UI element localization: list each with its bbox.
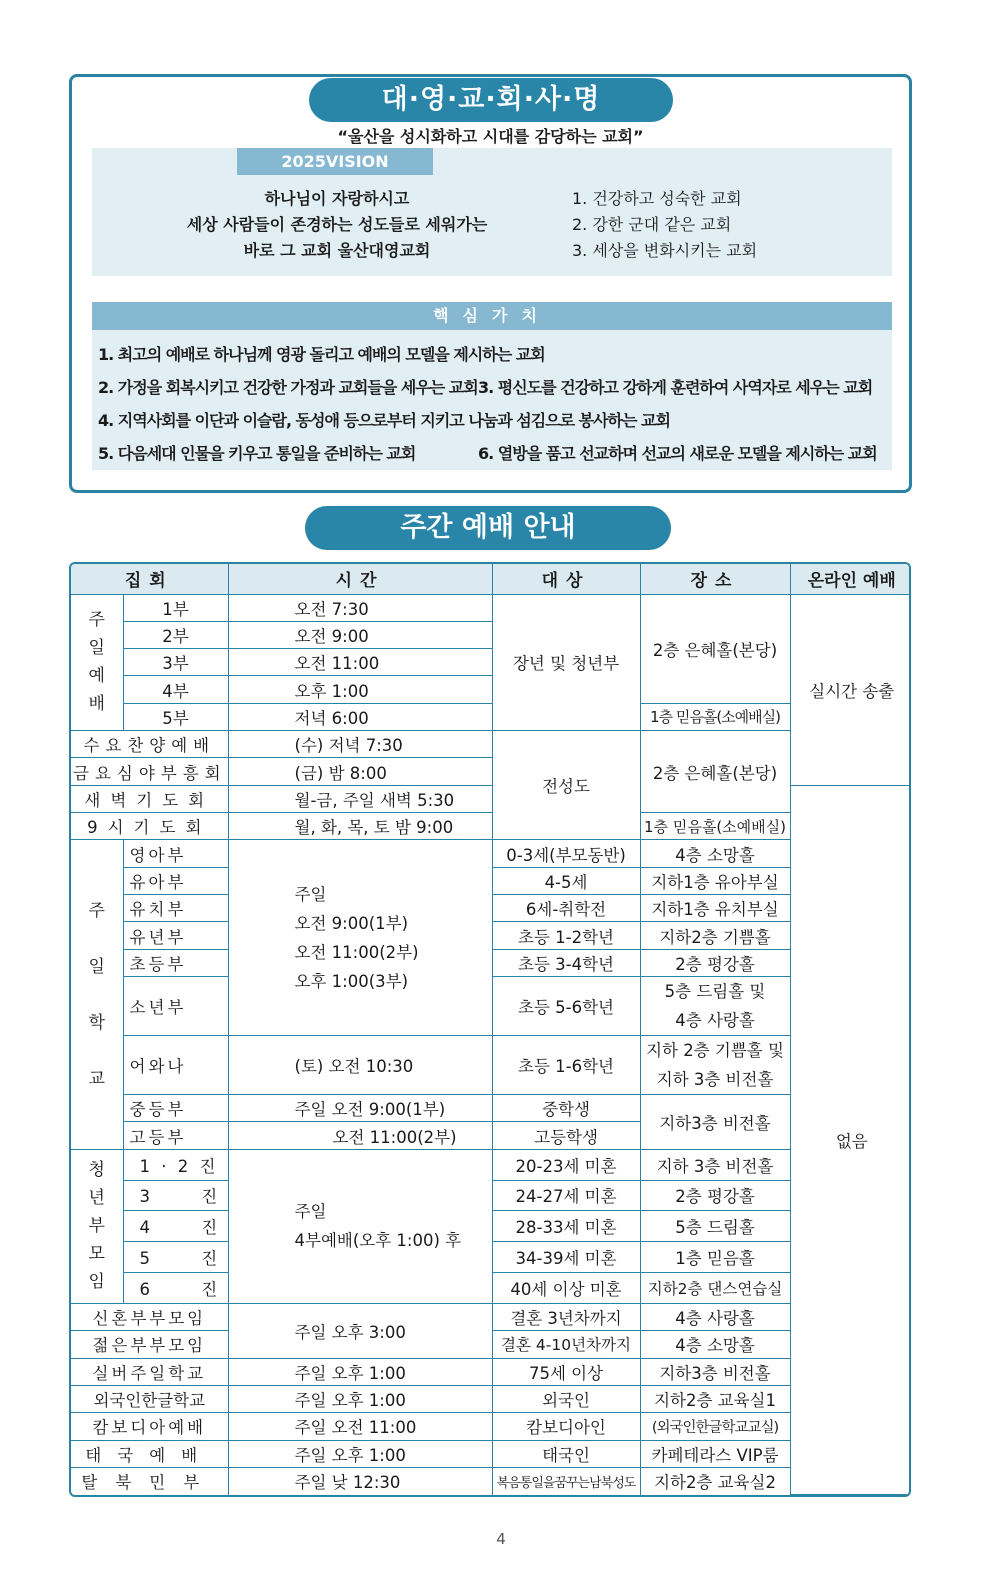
dept-place <box>640 977 790 1036</box>
place-line: 4층 사랑홀 <box>675 1011 755 1031</box>
dept-target: 4-5세 <box>492 867 640 894</box>
gathering-target: 태국인 <box>492 1440 640 1467</box>
service-place: 2층 은혜홀(본당) <box>640 731 790 813</box>
vision-goals <box>572 186 872 264</box>
group-youth: 청년부모임 <box>71 1149 123 1303</box>
dept-place: 지하1층 유치부실 <box>640 895 790 922</box>
gathering-place: (외국인한글학교교실) <box>640 1413 790 1440</box>
gathering-place: 4층 사랑홀 <box>640 1303 790 1330</box>
vision-goal: 2. 강한 군대 같은 교회 <box>572 215 732 234</box>
dept-name: 유아부 <box>123 867 228 894</box>
service-name: 2부 <box>123 621 228 648</box>
table-row <box>71 731 911 758</box>
service-time: 월, 화, 목, 토 밤 9:00 <box>228 813 492 840</box>
dept-target: 초등 3-4학년 <box>492 949 640 976</box>
service-name: 3부 <box>123 649 228 676</box>
gathering-place: 지하2층 교육실2 <box>640 1467 790 1494</box>
table-row <box>71 1036 911 1095</box>
table-row <box>71 594 911 621</box>
dept-place: 지하2층 기쁨홀 <box>640 922 790 949</box>
vision-line: 세상 사람들이 존경하는 성도들로 세워가는 <box>186 215 488 234</box>
youth-name: 6 진 <box>123 1273 228 1304</box>
service-name: 새벽기도회 <box>71 785 228 812</box>
vision-goal: 1. 건강하고 성숙한 교회 <box>572 189 742 208</box>
table-row <box>71 1149 911 1180</box>
mission-title: 대·영·교·회·사·명 <box>309 78 673 122</box>
dept-name: 영아부 <box>123 840 228 867</box>
gathering-name: 탈북민부 <box>71 1467 228 1494</box>
vision-goal: 3. 세상을 변화시키는 교회 <box>572 241 758 260</box>
core-value-2: 2. 가정을 회복시키고 건강한 가정과 교회들을 세우는 교회 <box>98 378 478 397</box>
gathering-name: 태국예배 <box>71 1440 228 1467</box>
dept-time: 오전 11:00(2부) <box>228 1122 492 1149</box>
table-row <box>71 840 911 867</box>
core-value-5: 5. 다음세대 인물을 키우고 통일을 준비하는 교회 <box>98 444 416 463</box>
youth-target: 28-33세 미혼 <box>492 1211 640 1242</box>
group-sunday-school: 주일학교 <box>71 840 123 1149</box>
core-values-header: 핵심가치 <box>92 302 892 330</box>
gathering-place: 4층 소망홀 <box>640 1331 790 1358</box>
gathering-place: 지하3층 비전홀 <box>640 1358 790 1385</box>
gathering-target: 외국인 <box>492 1385 640 1412</box>
gathering-name: 신혼부부모임 <box>71 1303 228 1330</box>
youth-place: 지하2층 댄스연습실 <box>640 1273 790 1304</box>
service-name: 수요찬양예배 <box>71 731 228 758</box>
service-name: 5부 <box>123 703 228 730</box>
youth-target: 20-23세 미혼 <box>492 1149 640 1180</box>
dept-place: 2층 평강홀 <box>640 949 790 976</box>
gathering-target: 캄보디아인 <box>492 1413 640 1440</box>
dept-place: 지하3층 비전홀 <box>640 1095 790 1150</box>
dept-target: 0-3세(부모동반) <box>492 840 640 867</box>
service-place: 2층 은혜홀(본당) <box>640 594 790 703</box>
youth-name: 1 · 2 진 <box>123 1149 228 1180</box>
youth-time-line: 주일 <box>294 1202 327 1222</box>
dept-time: (토) 오전 10:30 <box>228 1036 492 1095</box>
dept-name: 소년부 <box>123 977 228 1036</box>
gathering-time: 주일 오후 1:00 <box>228 1385 492 1412</box>
youth-time <box>228 1149 492 1303</box>
service-time: 월-금, 주일 새벽 5:30 <box>228 785 492 812</box>
core-value-3: 3. 평신도를 건강하고 강하게 훈련하여 사역자로 세우는 교회 <box>478 378 873 397</box>
dept-time: 주일 오전 9:00(1부) <box>228 1095 492 1122</box>
gathering-time: 주일 오후 3:00 <box>228 1303 492 1358</box>
dept-target: 초등 1-2학년 <box>492 922 640 949</box>
table-header-row <box>71 564 911 594</box>
service-time: 오전 9:00 <box>228 621 492 648</box>
service-place: 1층 믿음홀(소예배실) <box>640 703 790 730</box>
online-live: 실시간 송출 <box>790 594 911 785</box>
table-row <box>71 1413 911 1440</box>
gathering-time: 주일 오후 1:00 <box>228 1440 492 1467</box>
youth-place: 2층 평강홀 <box>640 1180 790 1211</box>
table-row <box>71 703 911 730</box>
youth-target: 40세 이상 미혼 <box>492 1273 640 1304</box>
youth-target: 34-39세 미혼 <box>492 1242 640 1273</box>
table-row <box>71 1440 911 1467</box>
service-name: 금요심야부흥회 <box>71 758 228 785</box>
service-time: (금) 밤 8:00 <box>228 758 492 785</box>
youth-name: 3 진 <box>123 1180 228 1211</box>
online-none: 없음 <box>790 785 911 1494</box>
header-online: 온라인 예배 <box>790 564 911 594</box>
youth-name: 5 진 <box>123 1242 228 1273</box>
youth-target: 24-27세 미혼 <box>492 1180 640 1211</box>
gathering-name: 외국인한글학교 <box>71 1385 228 1412</box>
school-time <box>228 840 492 1036</box>
place-line: 지하 3층 비전홀 <box>656 1070 774 1090</box>
dept-name: 초등부 <box>123 949 228 976</box>
worship-schedule-table <box>69 562 911 1497</box>
gathering-name: 캄보디아예배 <box>71 1413 228 1440</box>
place-line: 지하 2층 기쁨홀 및 <box>646 1041 784 1061</box>
service-time: 저녁 6:00 <box>228 703 492 730</box>
dept-target: 중학생 <box>492 1095 640 1122</box>
youth-place: 지하 3층 비전홀 <box>640 1149 790 1180</box>
table-row <box>71 1303 911 1330</box>
gathering-name: 젊은부부모임 <box>71 1331 228 1358</box>
dept-name: 중등부 <box>123 1095 228 1122</box>
service-time: 오전 11:00 <box>228 649 492 676</box>
core-value-1: 1. 최고의 예배로 하나님께 영광 돌리고 예배의 모델을 제시하는 교회 <box>98 345 545 364</box>
header-gathering: 집회 <box>71 564 228 594</box>
place-line: 5층 드림홀 및 <box>664 982 766 1002</box>
school-time-line: 주일 <box>294 884 327 904</box>
service-time: (수) 저녁 7:30 <box>228 731 492 758</box>
dept-target: 6세-취학전 <box>492 895 640 922</box>
youth-place: 5층 드림홀 <box>640 1211 790 1242</box>
table-row <box>71 1358 911 1385</box>
school-time-line: 오후 1:00(3부) <box>294 971 409 991</box>
service-target: 전성도 <box>492 731 640 840</box>
service-name: 4부 <box>123 676 228 703</box>
vision-line: 하나님이 자랑하시고 <box>264 189 410 208</box>
vision-tag: 2025VISION <box>237 148 433 175</box>
core-value-4: 4. 지역사회를 이단과 이슬람, 동성애 등으로부터 지키고 나눔과 섬김으로 봉사하는 교회 <box>98 411 670 430</box>
dept-target: 초등 1-6학년 <box>492 1036 640 1095</box>
service-time: 오전 7:30 <box>228 594 492 621</box>
gathering-target: 75세 이상 <box>492 1358 640 1385</box>
gathering-name: 실버주일학교 <box>71 1358 228 1385</box>
vision-panel <box>92 148 892 276</box>
vision-statement <box>142 186 532 264</box>
gathering-place: 지하2층 교육실1 <box>640 1385 790 1412</box>
dept-place: 4층 소망홀 <box>640 840 790 867</box>
service-time: 오후 1:00 <box>228 676 492 703</box>
service-target: 장년 및 청년부 <box>492 594 640 731</box>
page-number: 4 <box>496 1530 506 1548</box>
youth-place: 1층 믿음홀 <box>640 1242 790 1273</box>
service-place: 1층 믿음홀(소예배실) <box>640 813 790 840</box>
gathering-time: 주일 낮 12:30 <box>228 1467 492 1494</box>
gathering-time: 주일 오후 1:00 <box>228 1358 492 1385</box>
table-row <box>71 1385 911 1412</box>
gathering-target: 결혼 3년차까지 <box>492 1303 640 1330</box>
group-sunday-worship: 주일예배 <box>71 594 123 731</box>
header-target: 대상 <box>492 564 640 594</box>
core-values-panel <box>92 330 892 470</box>
table-row <box>71 813 911 840</box>
school-time-line: 오전 11:00(2부) <box>294 942 419 962</box>
gathering-place: 카페테라스 VIP룸 <box>640 1440 790 1467</box>
dept-place <box>640 1036 790 1095</box>
youth-name: 4 진 <box>123 1211 228 1242</box>
vision-line: 바로 그 교회 울산대영교회 <box>243 241 431 260</box>
church-mission-box <box>69 74 912 493</box>
dept-target: 고등학생 <box>492 1122 640 1149</box>
dept-target: 초등 5-6학년 <box>492 977 640 1036</box>
table-row <box>71 1095 911 1122</box>
service-name: 1부 <box>123 594 228 621</box>
dept-name: 어와나 <box>123 1036 228 1095</box>
core-value-6: 6. 열방을 품고 선교하며 선교의 새로운 모델을 제시하는 교회 <box>478 444 877 463</box>
gathering-time: 주일 오전 11:00 <box>228 1413 492 1440</box>
header-place: 장소 <box>640 564 790 594</box>
gathering-target: 복음통일을꿈꾸는남북성도 <box>492 1467 640 1494</box>
dept-name: 유년부 <box>123 922 228 949</box>
youth-time-line: 4부예배(오후 1:00) 후 <box>294 1231 462 1251</box>
table-row <box>71 1467 911 1494</box>
service-name: 9시기도회 <box>71 813 228 840</box>
dept-place: 지하1층 유아부실 <box>640 867 790 894</box>
dept-name: 고등부 <box>123 1122 228 1149</box>
mission-subtitle: “울산을 성시화하고 시대를 감당하는 교회” <box>337 127 644 146</box>
gathering-target: 결혼 4-10년차까지 <box>492 1331 640 1358</box>
school-time-line: 오전 9:00(1부) <box>294 913 409 933</box>
dept-name: 유치부 <box>123 895 228 922</box>
weekly-worship-title: 주간 예배 안내 <box>305 506 671 550</box>
header-time: 시간 <box>228 564 492 594</box>
